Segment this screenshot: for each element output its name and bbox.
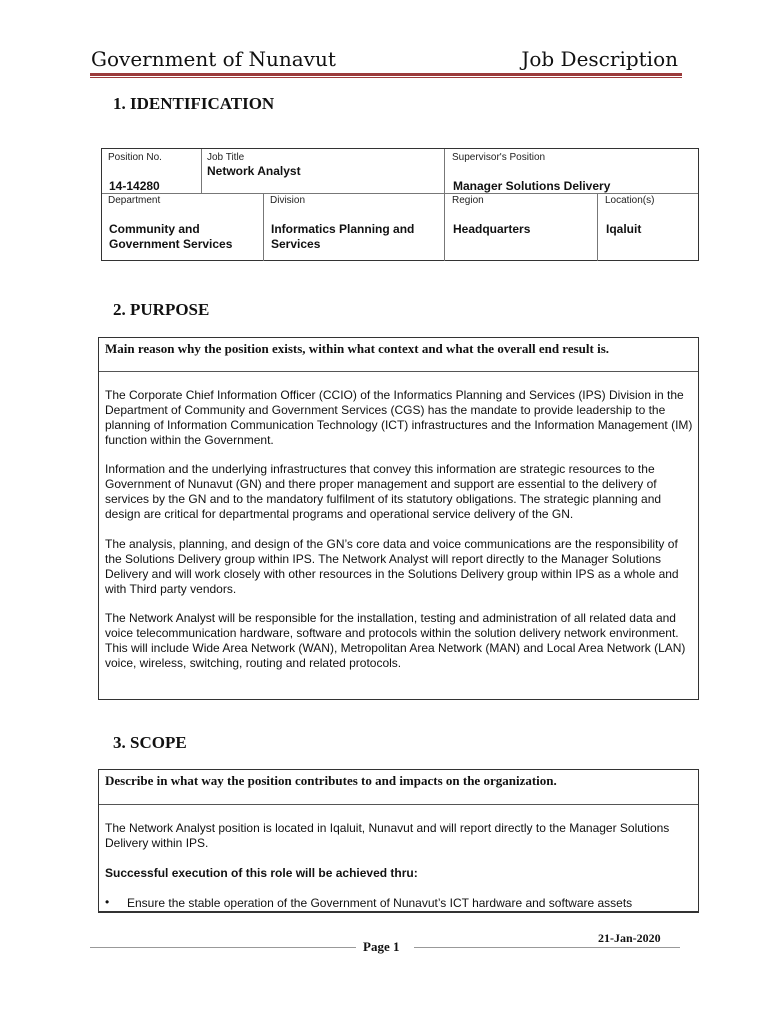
purpose-paragraph-3: The analysis, planning, and design of the GN’s core data and voice communications are the responsibility of the Solutions Delivery group within IPS. The Network Analyst will report directly to the Manager Solutions Delivery and will work closely with other resources in the Solutions Delivery group within IPS as a whole and with Third party vendors. (105, 537, 679, 596)
supervisor-label: Supervisor's Position (452, 152, 546, 163)
footer-rule-right (414, 947, 680, 948)
supervisor-value: Manager Solutions Delivery (453, 179, 611, 193)
scope-bullet-item: Ensure the stable operation of the Government of Nunavut’s ICT hardware and software assets (127, 896, 633, 910)
scope-paragraph: The Network Analyst position is located in Iqaluit, Nunavut and will report directly to the Manager Solutions Delivery within IPS. (105, 821, 670, 850)
scope-bold-line: Successful execution of this role will be achieved thru: (105, 866, 418, 880)
job-title-cell (207, 152, 301, 179)
header-organization: Government of Nunavut (91, 47, 336, 71)
position-no-label: Position No. (108, 152, 162, 163)
purpose-paragraph-1: The Corporate Chief Information Officer (CCIO) of the Informatics Planning and Services (IPS) Division in the Department of Community and Government Services (CGS) has the mandate to provide leadership to the planning of Information Communication Technology (ICT) infrastructures and the Information Management (IM) function within the Government. (105, 388, 693, 447)
purpose-paragraph-4: The Network Analyst will be responsible for the installation, testing and administration of all related data and voice telecommunication hardware, software and protocols within the solution delivery network environment. This will include Wide Area Network (WAN), Metropolitan Area Network (MAN) and Local Area Network (LAN) voice, wireless, switching, routing and related protocols. (105, 611, 686, 670)
section-identification-title: 1. IDENTIFICATION (113, 94, 275, 113)
identification-table (101, 148, 699, 261)
scope-separator (99, 804, 698, 805)
purpose-question: Main reason why the position exists, within what context and what the overall end result is. (105, 341, 610, 356)
purpose-box (98, 337, 699, 700)
divider (444, 149, 445, 261)
region-cell (452, 195, 484, 206)
scope-box (98, 769, 699, 912)
location-value: Iqaluit (606, 222, 642, 236)
purpose-paragraph-2: Information and the underlying infrastructures that convey this information are strategic resources to the Government of Nunavut (GN) and there proper management and support are essential to the delivery of services by the GN and to the mandatory fulfilment of its statutory obligations. The strategic planning and design are critical for departmental programs and operational service delivery of the GN. (105, 462, 662, 521)
section-purpose-title: 2. PURPOSE (113, 300, 210, 319)
department-label: Department (108, 195, 161, 206)
location-label: Location(s) (605, 195, 655, 206)
divider (201, 149, 202, 194)
job-title-label: Job Title (207, 152, 245, 163)
header-doc-type: Job Description (521, 47, 678, 71)
division-label: Division (270, 195, 306, 206)
purpose-separator (99, 371, 698, 372)
region-value: Headquarters (453, 222, 531, 236)
header-rule-thin (90, 77, 682, 78)
division-value-line1: Informatics Planning and (271, 222, 415, 236)
bullet-icon: • (105, 895, 110, 909)
section-scope-title: 3. SCOPE (113, 733, 187, 752)
division-value-line2: Services (271, 237, 321, 251)
scope-box-bottom-rule (98, 911, 699, 913)
row-divider (102, 193, 698, 194)
job-title-value: Network Analyst (207, 164, 301, 178)
footer-page-number: Page 1 (363, 939, 400, 954)
department-cell (108, 195, 160, 206)
divider (597, 193, 598, 261)
scope-question: Describe in what way the position contributes to and impacts on the organization. (105, 773, 557, 788)
supervisor-cell (452, 152, 545, 163)
location-cell (605, 195, 654, 206)
position-no-cell (108, 152, 162, 163)
footer-date: 21-Jan-2020 (598, 931, 661, 945)
divider (263, 193, 264, 261)
header-rule (90, 73, 682, 76)
division-cell (270, 195, 305, 206)
position-no-value: 14-14280 (109, 179, 160, 193)
department-value-line2: Government Services (109, 237, 233, 251)
department-value-line1: Community and (109, 222, 200, 236)
region-label: Region (452, 195, 484, 206)
footer-rule-left (90, 947, 356, 948)
